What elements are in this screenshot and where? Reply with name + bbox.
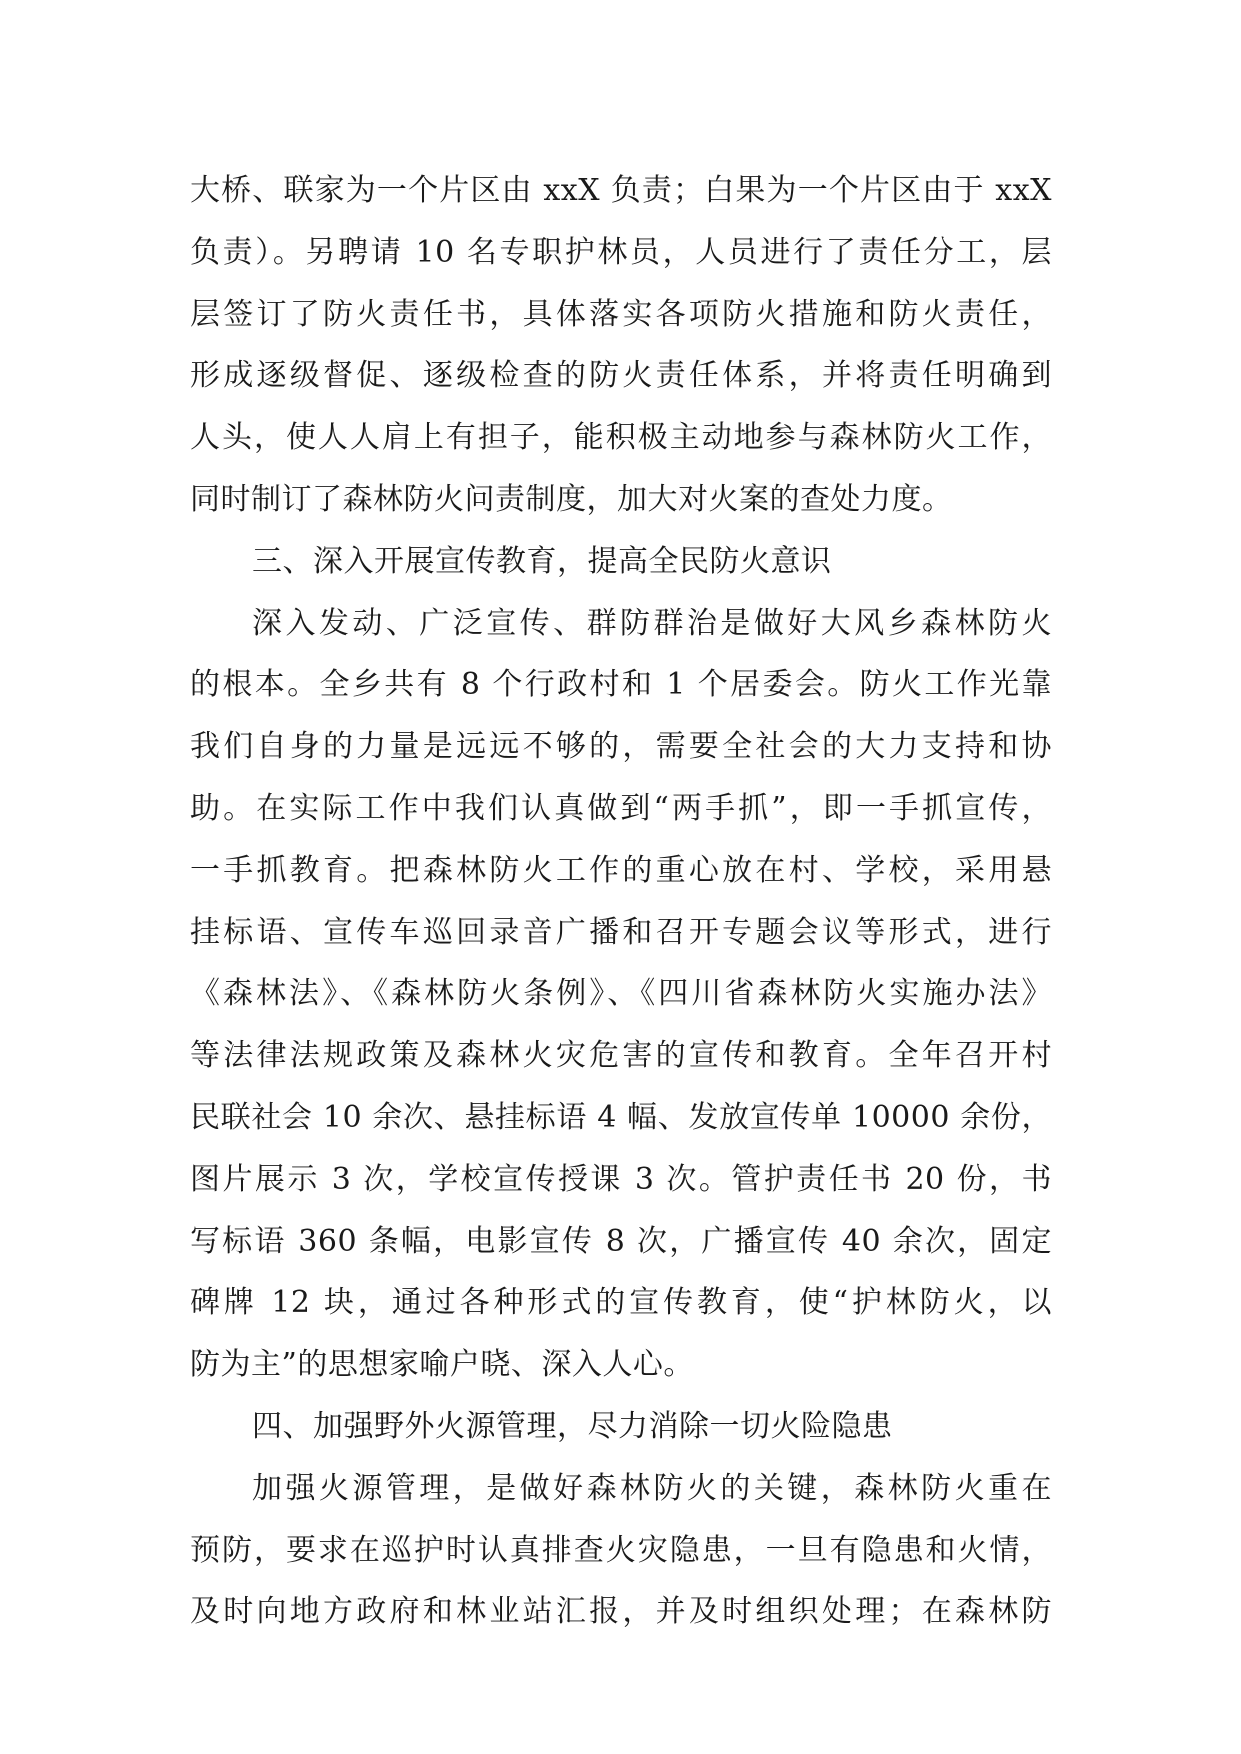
text-line: 形成逐级督促、逐级检查的防火责任体系，并将责任明确到 — [190, 358, 1052, 394]
text-line: 我们自身的力量是远远不够的，需要全社会的大力支持和协 — [190, 729, 1052, 765]
text-line: 加强火源管理，是做好森林防火的关键，森林防火重在 — [252, 1470, 1052, 1506]
text-line: 挂标语、宣传车巡回录音广播和召开专题会议等形式，进行 — [190, 914, 1052, 950]
text-line: 负责）。另聘请 10 名专职护林员，人员进行了责任分工，层 — [190, 234, 1052, 270]
text-line: 四、加强野外火源管理，尽力消除一切火险隐患 — [252, 1408, 893, 1444]
text-line: 碑牌 12 块，通过各种形式的宣传教育，使“护林防火，以 — [190, 1285, 1052, 1321]
text-line: 《森林法》、《森林防火条例》、《四川省森林防火实施办法》 — [190, 976, 1052, 1012]
text-line: 一手抓教育。把森林防火工作的重心放在村、学校，采用悬 — [190, 852, 1052, 888]
text-line: 的根本。全乡共有 8 个行政村和 1 个居委会。防火工作光靠 — [190, 667, 1052, 703]
text-line: 助。在实际工作中我们认真做到“两手抓”，即一手抓宣传， — [190, 790, 1052, 826]
text-line: 层签订了防火责任书，具体落实各项防火措施和防火责任， — [190, 296, 1052, 332]
text-line: 图片展示 3 次，学校宣传授课 3 次。管护责任书 20 份，书 — [190, 1161, 1052, 1197]
text-line: 预防，要求在巡护时认真排查火灾隐患，一旦有隐患和火情， — [190, 1532, 1052, 1568]
document-body — [190, 160, 1052, 1643]
text-line: 防为主”的思想家喻户晓、深入人心。 — [190, 1347, 694, 1383]
text-line: 深入发动、广泛宣传、群防群治是做好大风乡森林防火 — [252, 605, 1052, 641]
text-line: 民联社会 10 余次、悬挂标语 4 幅、发放宣传单 10000 余份， — [190, 1099, 1052, 1135]
text-line: 大桥、联家为一个片区由 xxX 负责；白果为一个片区由于 xxX — [190, 173, 1052, 208]
text-line: 人头，使人人肩上有担子，能积极主动地参与森林防火工作， — [190, 420, 1052, 456]
text-line: 同时制订了森林防火问责制度，加大对火案的查处力度。 — [190, 481, 953, 517]
text-line: 及时向地方政府和林业站汇报，并及时组织处理；在森林防 — [190, 1594, 1052, 1630]
text-line: 写标语 360 条幅，电影宣传 8 次，广播宣传 40 余次，固定 — [190, 1223, 1052, 1259]
text-line: 三、深入开展宣传教育，提高全民防火意识 — [252, 543, 832, 579]
text-line: 等法律法规政策及森林火灾危害的宣传和教育。全年召开村 — [190, 1038, 1052, 1074]
